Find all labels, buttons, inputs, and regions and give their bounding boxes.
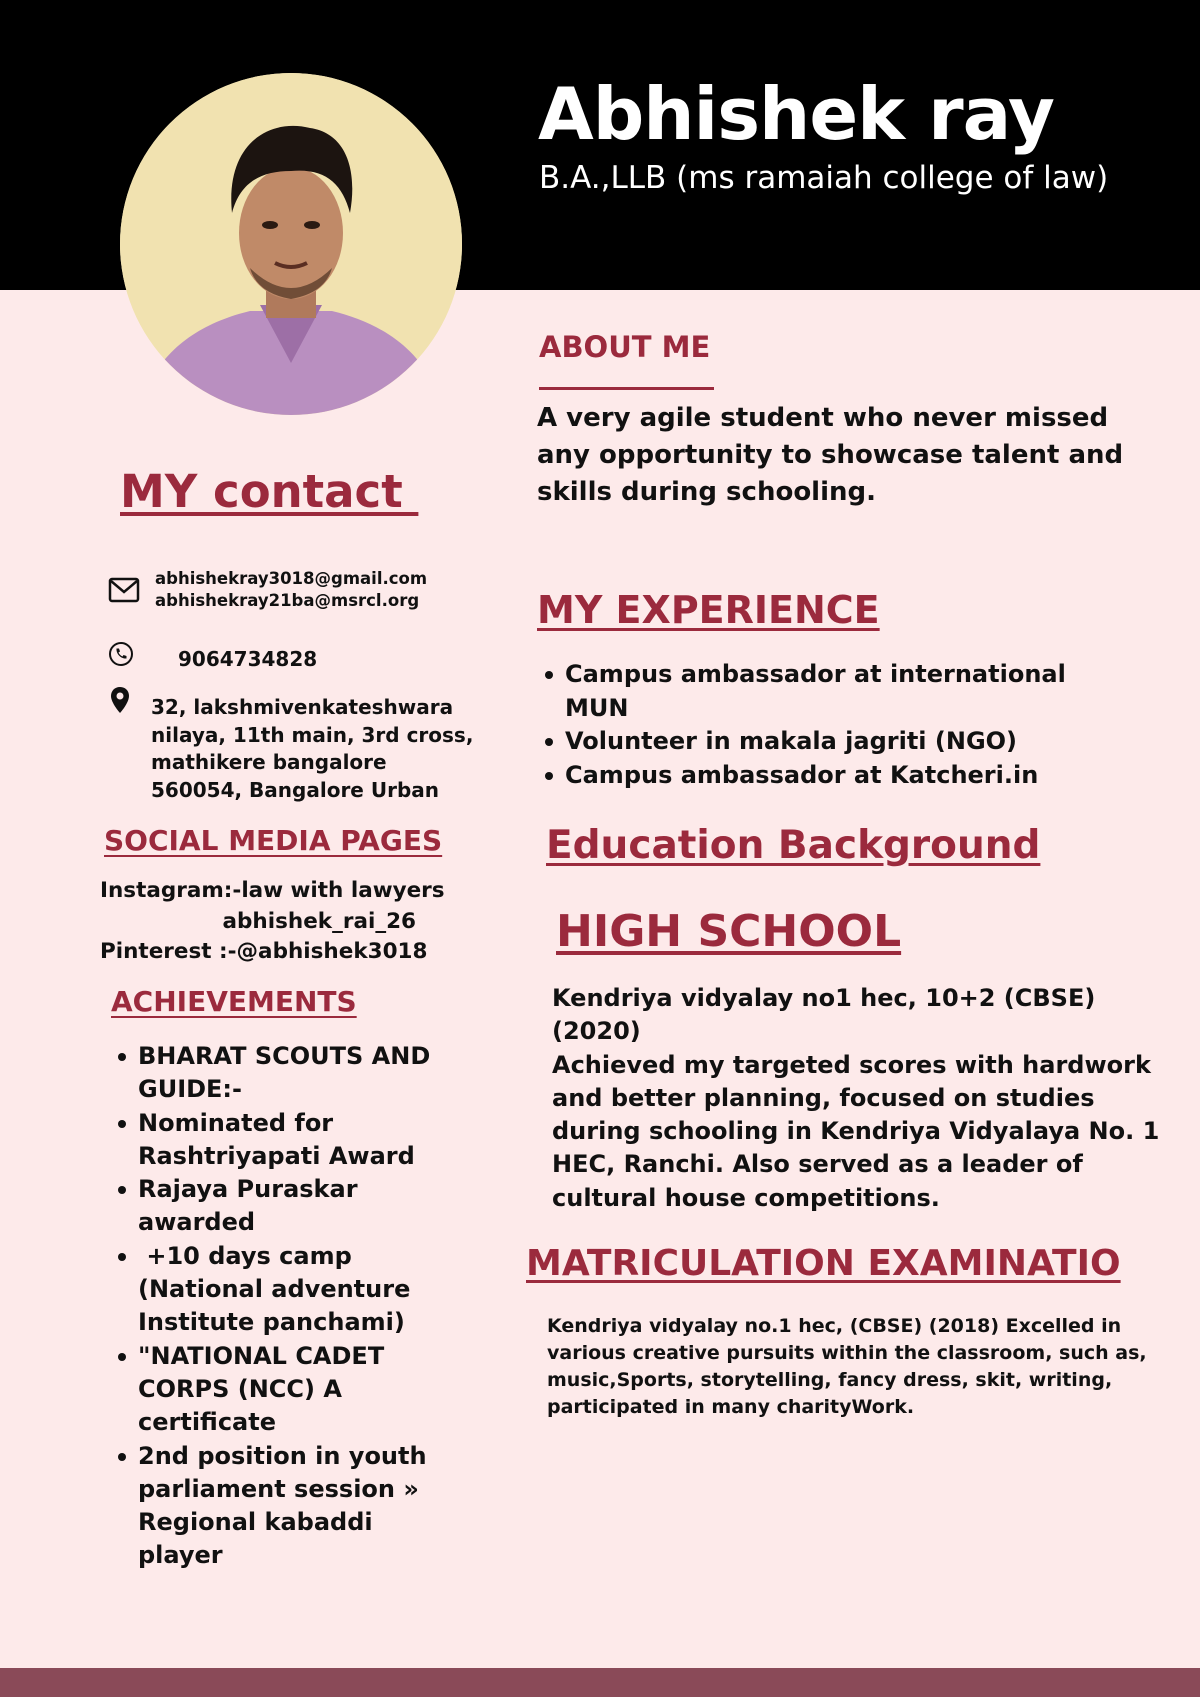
high-school-line: Kendriya vidyalay no1 hec, 10+2 (CBSE) (2020) (552, 984, 1096, 1046)
email-address[interactable]: abhishekray3018@gmail.com (155, 569, 428, 588)
phone-number[interactable]: 9064734828 (178, 647, 318, 671)
achievement-item: Nominated for Rashtriyapati Award (116, 1107, 446, 1174)
achievement-item: 2nd position in youth parliament session » Regional kabaddi player (116, 1440, 446, 1573)
about-text: A very agile student who never missed any opportunity to showcase talent and skills during schooling. (537, 403, 1124, 507)
social-link-instagram-handle[interactable]: abhishek_rai_26 (222, 908, 416, 934)
achievement-item: +10 days camp (National adventure Institute panchami) (116, 1240, 446, 1340)
achievements-heading: ACHIEVEMENTS (111, 985, 357, 1018)
experience-list (543, 658, 1103, 792)
education-heading: Education Background (546, 823, 1041, 868)
profile-photo (120, 73, 462, 415)
achievement-item: "NATIONAL CADET CORPS (NCC) A certificate (116, 1340, 446, 1440)
experience-item: Campus ambassador at Katcheri.in (543, 759, 1103, 793)
social-link-instagram[interactable]: Instagram:-law with lawyers (100, 878, 445, 903)
experience-heading: MY EXPERIENCE (537, 588, 880, 632)
email-list (155, 568, 427, 612)
achievements-list (116, 1040, 446, 1573)
social-heading: SOCIAL MEDIA PAGES (104, 824, 443, 857)
social-links (100, 876, 445, 968)
about-divider (539, 387, 714, 390)
footer-band (0, 1668, 1200, 1697)
high-school-text (552, 982, 1172, 1215)
achievement-item: Rajaya Puraskar awarded (116, 1173, 446, 1240)
resume-degree: B.A.,LLB (ms ramaiah college of law) (539, 160, 1109, 196)
experience-item: Campus ambassador at international MUN (543, 658, 1103, 725)
high-school-description: Achieved my targeted scores with hardwork and better planning, focused on studies during schooling in Kendriya Vidyalaya No. 1 HEC, Ranchi. Also served as a leader of cultural house competitions. (552, 1050, 1160, 1212)
matriculation-heading: MATRICULATION EXAMINATIO (526, 1243, 1121, 1284)
address-text: 32, lakshmivenkateshwara nilaya, 11th main, 3rd cross, mathikere bangalore 560054, Bangalore Urban (151, 695, 474, 802)
location-pin-icon (110, 686, 130, 718)
about-heading: ABOUT ME (539, 330, 711, 364)
experience-item: Volunteer in makala jagriti (NGO) (543, 725, 1103, 759)
contact-heading: MY contact (120, 465, 419, 518)
resume-name: Abhishek ray (538, 72, 1054, 156)
matriculation-text: Kendriya vidyalay no.1 hec, (CBSE) (2018) Excelled in various creative pursuits within the classroom, such as, music,Sports, storytelling, fancy dress, skit, writing, participated in many charityWork. (547, 1315, 1147, 1418)
mail-icon (108, 577, 140, 607)
phone-icon (108, 641, 134, 671)
achievement-item: BHARAT SCOUTS AND GUIDE:- (116, 1040, 446, 1107)
email-address[interactable]: abhishekray21ba@msrcl.org (155, 591, 420, 610)
high-school-heading: HIGH SCHOOL (556, 906, 902, 957)
social-link-pinterest[interactable]: Pinterest :-@abhishek3018 (100, 939, 428, 964)
